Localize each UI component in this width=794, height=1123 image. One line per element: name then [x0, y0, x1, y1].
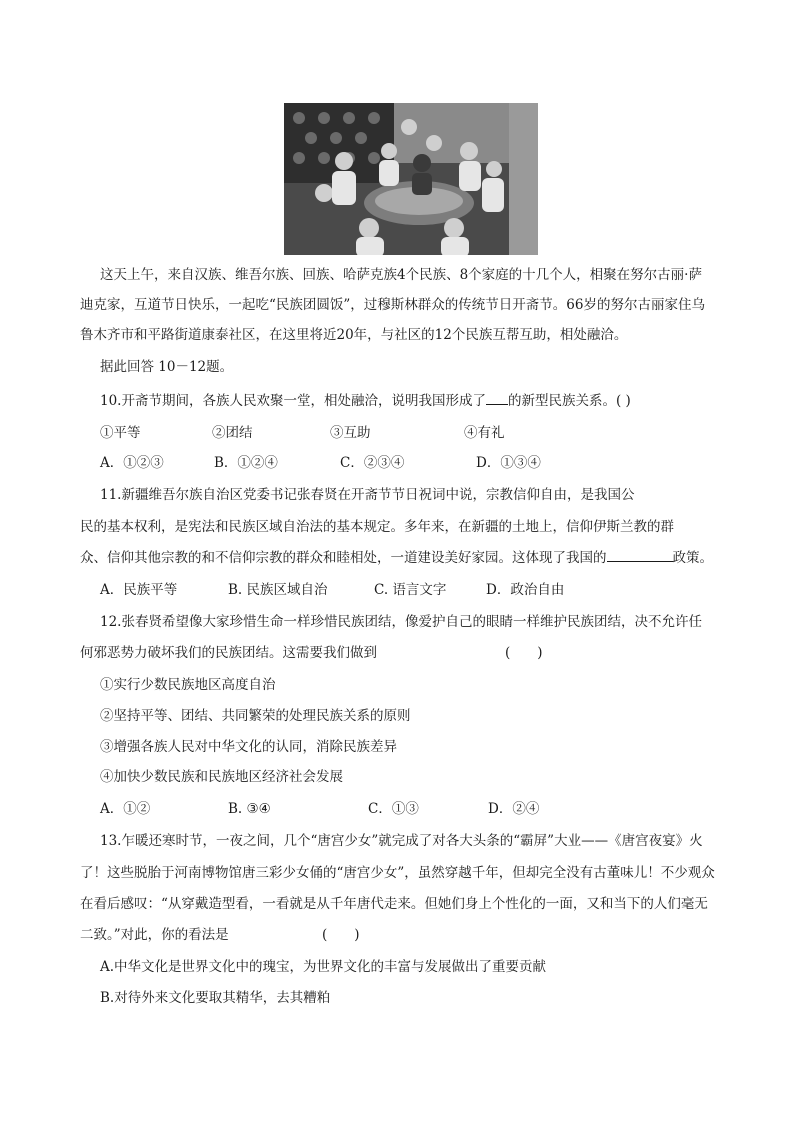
q12-option-c[interactable]: C．①③ [368, 801, 419, 817]
q13-line-1: 13.乍暖还寒时节，一夜之间，几个“唐宫少女”就完成了对各大头条的“霸屏”大业——《唐宫夜宴》火 [100, 833, 703, 849]
q10-item-4: ④有礼 [464, 425, 505, 441]
q12-option-b[interactable]: B. ③④ [228, 801, 271, 817]
q13-option-b[interactable]: B.对待外来文化要取其精华，去其糟粕 [100, 990, 331, 1006]
q11-line-3 [80, 547, 713, 569]
q10-stem-b: 的新型民族关系。( ) [507, 393, 631, 409]
q10-item-1: ①平等 [100, 425, 141, 441]
q13-option-a[interactable]: A.中华文化是世界文化中的瑰宝，为世界文化的丰富与发展做出了重要贡献 [100, 959, 547, 975]
q10-stem-a: 10.开斋节期间，各族人民欢聚一堂，相处融洽，说明我国形成了 [100, 393, 486, 409]
q11-line-1: 11.新疆维吾尔族自治区党委书记张春贤在开斋节节日祝词中说，宗教信仰自由，是我国公 [100, 487, 635, 503]
passage-line-1: 这天上午，来自汉族、维吾尔族、回族、哈萨克族4个民族、8个家庭的十几个人，相聚在努尔古丽·萨 [100, 267, 702, 283]
q12-answer-paren: ( ) [505, 645, 543, 661]
q10-option-a[interactable]: A．①②③ [100, 455, 164, 471]
q11-line-3b: 政策。 [672, 550, 713, 566]
q10-blank [486, 390, 508, 405]
q10-option-b[interactable]: B．①②④ [214, 455, 278, 471]
passage-line-2: 迪克家，互道节日快乐，一起吃“民族团圆饭”，过穆斯林群众的传统节日开斋节。66岁的努尔古丽家住乌 [80, 297, 705, 313]
q10-option-c[interactable]: C．②③④ [340, 455, 405, 471]
q11-option-b[interactable]: B. 民族区域自治 [228, 582, 328, 598]
q11-option-a[interactable]: A．民族平等 [100, 582, 178, 598]
q10-item-3: ③互助 [330, 425, 371, 441]
q11-line-2: 民的基本权利，是宪法和民族区域自治法的基本规定。多年来，在新疆的土地上，信仰伊斯兰教的群 [80, 519, 674, 535]
q12-item-3: ③增强各族人民对中华文化的认同，消除民族差异 [100, 739, 397, 755]
q10-stem [100, 390, 631, 412]
q12-item-4: ④加快少数民族和民族地区经济社会发展 [100, 769, 343, 785]
q11-option-d[interactable]: D．政治自由 [486, 582, 565, 598]
q13-line-2: 了！这些脱胎于河南博物馆唐三彩少女俑的“唐宫少女”，虽然穿越千年，但却完全没有古董味儿！不少观众 [80, 865, 715, 881]
q12-line-2: 何邪恶势力破坏我们的民族团结。这需要我们做到 [80, 645, 377, 661]
q11-line-3a: 众、信仰其他宗教的和不信仰宗教的群众和睦相处，一道建设美好家园。这体现了我国的 [80, 550, 607, 566]
q12-item-2: ②坚持平等、团结、共同繁荣的处理民族关系的原则 [100, 708, 411, 724]
family-dinner-photo [284, 103, 538, 255]
q12-option-a[interactable]: A．①② [100, 801, 151, 817]
q12-line-1: 12.张春贤希望像大家珍惜生命一样珍惜民族团结，像爱护自己的眼睛一样维护民族团结，决不允许任 [100, 614, 702, 630]
q12-item-1: ①实行少数民族地区高度自治 [100, 677, 276, 693]
q13-answer-paren: ( ) [322, 927, 360, 943]
q10-item-2: ②团结 [212, 425, 253, 441]
q11-blank [607, 547, 673, 562]
passage-line-3: 鲁木齐市和平路街道康泰社区，在这里将近20年，与社区的12个民族互帮互助，相处融洽。 [80, 327, 628, 343]
q11-option-c[interactable]: C. 语言文字 [374, 582, 447, 598]
q13-line-3: 在看后感叹：“从穿戴造型看，一看就是从千年唐代走来。但她们身上个性化的一面，又和当下的人们毫无 [80, 896, 708, 912]
photo-illustration [284, 103, 538, 255]
q10-option-d[interactable]: D．①③④ [476, 455, 541, 471]
q12-option-d[interactable]: D．②④ [488, 801, 540, 817]
passage-intro: 据此回答 10－12题。 [100, 359, 234, 375]
q13-line-4: 二致。”对此，你的看法是 [80, 927, 229, 943]
